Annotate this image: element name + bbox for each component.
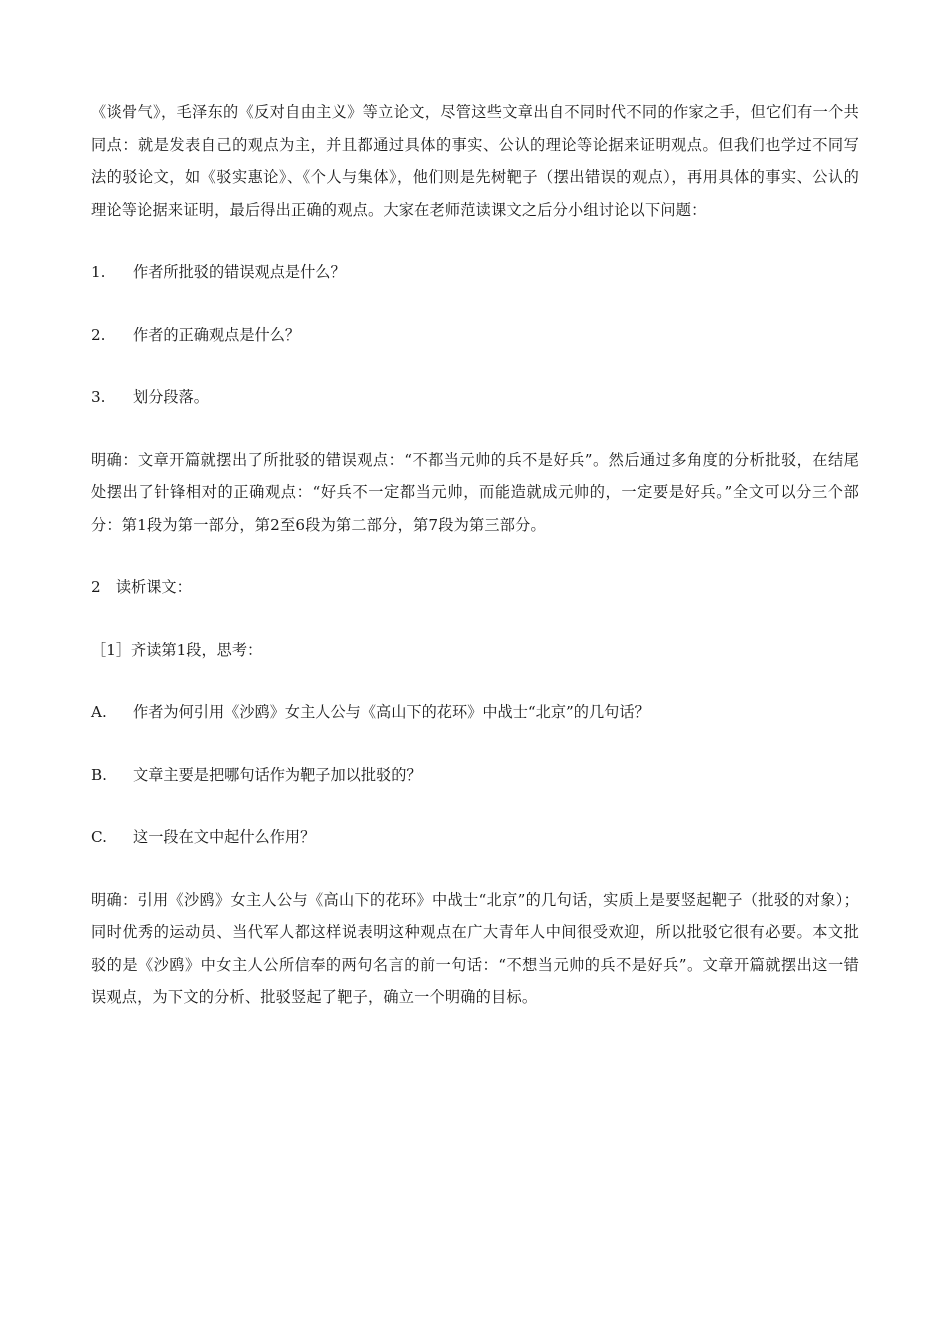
- answer-paragraph: 明确：文章开篇就摆出了所批驳的错误观点：“不都当元帅的兵不是好兵”。然后通过多角度的分析批驳，在结尾处摆出了针锋相对的正确观点：“好兵不一定都当元帅，而能造就成元帅的，一定要是好兵。”全文可以分三个部分：第1段为第一部分，第2至6段为第二部分，第7段为第三部分。: [91, 450, 859, 534]
- question-item: [91, 319, 859, 352]
- question-number: 3.: [91, 388, 106, 406]
- sub-question-letter: C.: [91, 828, 107, 846]
- sub-question-item: [91, 759, 859, 792]
- sub-question-text: 这一段在文中起什么作用？: [133, 828, 316, 846]
- sub-question-text: 作者为何引用《沙鸥》女主人公与《高山下的花环》中战士“北京”的几句话？: [133, 703, 650, 721]
- sub-heading: ［1］齐读第1段，思考：: [91, 640, 263, 659]
- answer-paragraph: 明确：引用《沙鸥》女主人公与《高山下的花环》中战士“北京”的几句话，实质上是要竖起靶子（批驳的对象）；同时优秀的运动员、当代军人都这样说表明这种观点在广大青年人中间很受欢迎，所以批驳它很有必要。本文批驳的是《沙鸥》中女主人公所信奉的两句名言的前一句话：“不想当元帅的兵不是好兵”。文章开篇就摆出这一错误观点，为下文的分析、批驳竖起了靶子，确立一个明确的目标。: [91, 890, 859, 1006]
- question-text: 作者所批驳的错误观点是什么？: [133, 263, 346, 281]
- question-text: 划分段落。: [133, 388, 209, 406]
- question-number: 1.: [91, 263, 106, 281]
- intro-paragraph: 《谈骨气》，毛泽东的《反对自由主义》等立论文，尽管这些文章出自不同时代不同的作家之手，但它们有一个共同点：就是发表自己的观点为主，并且都通过具体的事实、公认的理论等论据来证明观点。但我们也学过不同写法的驳论文，如《驳实惠论》、《个人与集体》，他们则是先树靶子（摆出错误的观点），再用具体的事实、公认的理论等论据来证明，最后得出正确的观点。大家在老师范读课文之后分小组讨论以下问题：: [91, 103, 859, 219]
- sub-question-text: 文章主要是把哪句话作为靶子加以批驳的？: [133, 765, 422, 784]
- sub-question-item: [91, 821, 859, 854]
- sub-question-letter: A.: [91, 703, 107, 721]
- question-item: [91, 256, 859, 289]
- sub-question-letter: B.: [91, 765, 107, 784]
- section-heading: 2 读析课文：: [91, 578, 192, 596]
- question-text: 作者的正确观点是什么？: [133, 325, 301, 344]
- document-page: [91, 96, 859, 1014]
- question-number: 2.: [91, 325, 106, 344]
- question-item: [91, 381, 859, 414]
- sub-question-item: [91, 696, 859, 729]
